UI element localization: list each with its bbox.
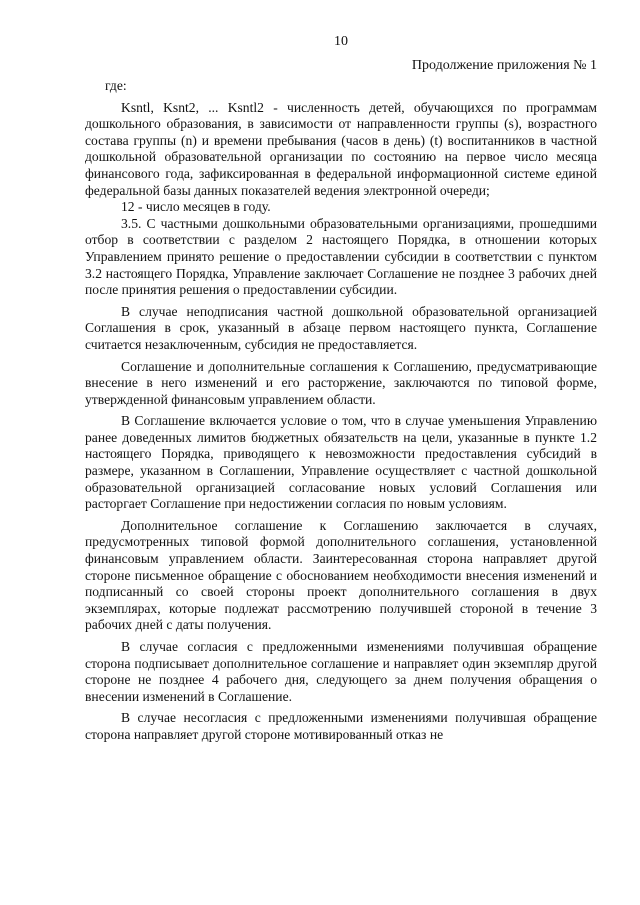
appendix-continuation-note: Продолжение приложения № 1 [411,58,597,73]
paragraph-months: 12 - число месяцев в году. [121,199,271,215]
document-body [85,78,597,744]
paragraph-limits-condition: В Соглашение включается условие о том, что в случае уменьшения Управлению ранее доведенных лимитов бюджетных обязательств на цели, указанные в пункте 1.2 настоящего Порядка, приводящего к невозможности предоставления субсидий в размере, указанном в Соглашении, Управление осуществляет с частной дошкольной образовательной организацией согласование новых условий Соглашения или расторгает Соглашение при недостижении согласия по новым условиям. [85,413,597,512]
paragraph-disagreement: В случае несогласия с предложенными изменениями получившая обращение сторона направляет другой стороне мотивированный отказ не [85,710,597,742]
page-number: 10 [334,34,348,49]
paragraph-where: где: [105,78,127,93]
paragraph-agreements: Соглашение и дополнительные соглашения к Соглашению, предусматривающие внесение в него изменений и его расторжение, заключаются по типовой форме, утвержденной финансовым управлением области. [85,358,597,407]
paragraph-additional-agreement: Дополнительное соглашение к Соглашению заключается в случаях, предусмотренных типовой формой дополнительного соглашения, установленной финансовым управлением области. Заинтересованная сторона направляет другой стороне письменное обращение с обоснованием необходимости внесения изменений и подписанный со своей стороны проект дополнительного соглашения в двух экземплярах, которые подлежат рассмотрению получившей стороной в течение 3 рабочих дней с даты получения. [85,517,597,633]
paragraph-ksnt-definition: Ksntl, Ksnt2, ... Ksntl2 - численность детей, обучающихся по программам дошкольного образования, в зависимости от направленности группы (s), возрастного состава группы (n) и времени пребывания (часов в день) (t) воспитанников в частной дошкольной образовательной организации по состоянию на первое число месяца финансового года, зафиксированная в федеральной информационной системе единой федеральной базы данных показателей ведения электронной очереди; [85,99,597,198]
paragraph-3-5: 3.5. С частными дошкольными образовательными организациями, прошедшими отбор в соответствии с разделом 2 настоящего Порядка, в отношении которых Управлением принято решение о предоставлении субсидии в соответствии с пунктом 3.2 настоящего Порядка, Управление заключает Соглашение не позднее 3 рабочих дней после принятия решения о предоставлении субсидии. [85,215,597,298]
paragraph-unsigned: В случае неподписания частной дошкольной образовательной организацией Соглашения в срок, указанный в абзаце первом настоящего пункта, Соглашение считается незаключенным, субсидия не предоставляется. [85,303,597,352]
paragraph-consent: В случае согласия с предложенными изменениями получившая обращение сторона подписывает дополнительное соглашение и направляет один экземпляр другой стороне не позднее 4 рабочего дня, следующего за днем получения обращения о внесении изменений в Соглашение. [85,639,597,704]
